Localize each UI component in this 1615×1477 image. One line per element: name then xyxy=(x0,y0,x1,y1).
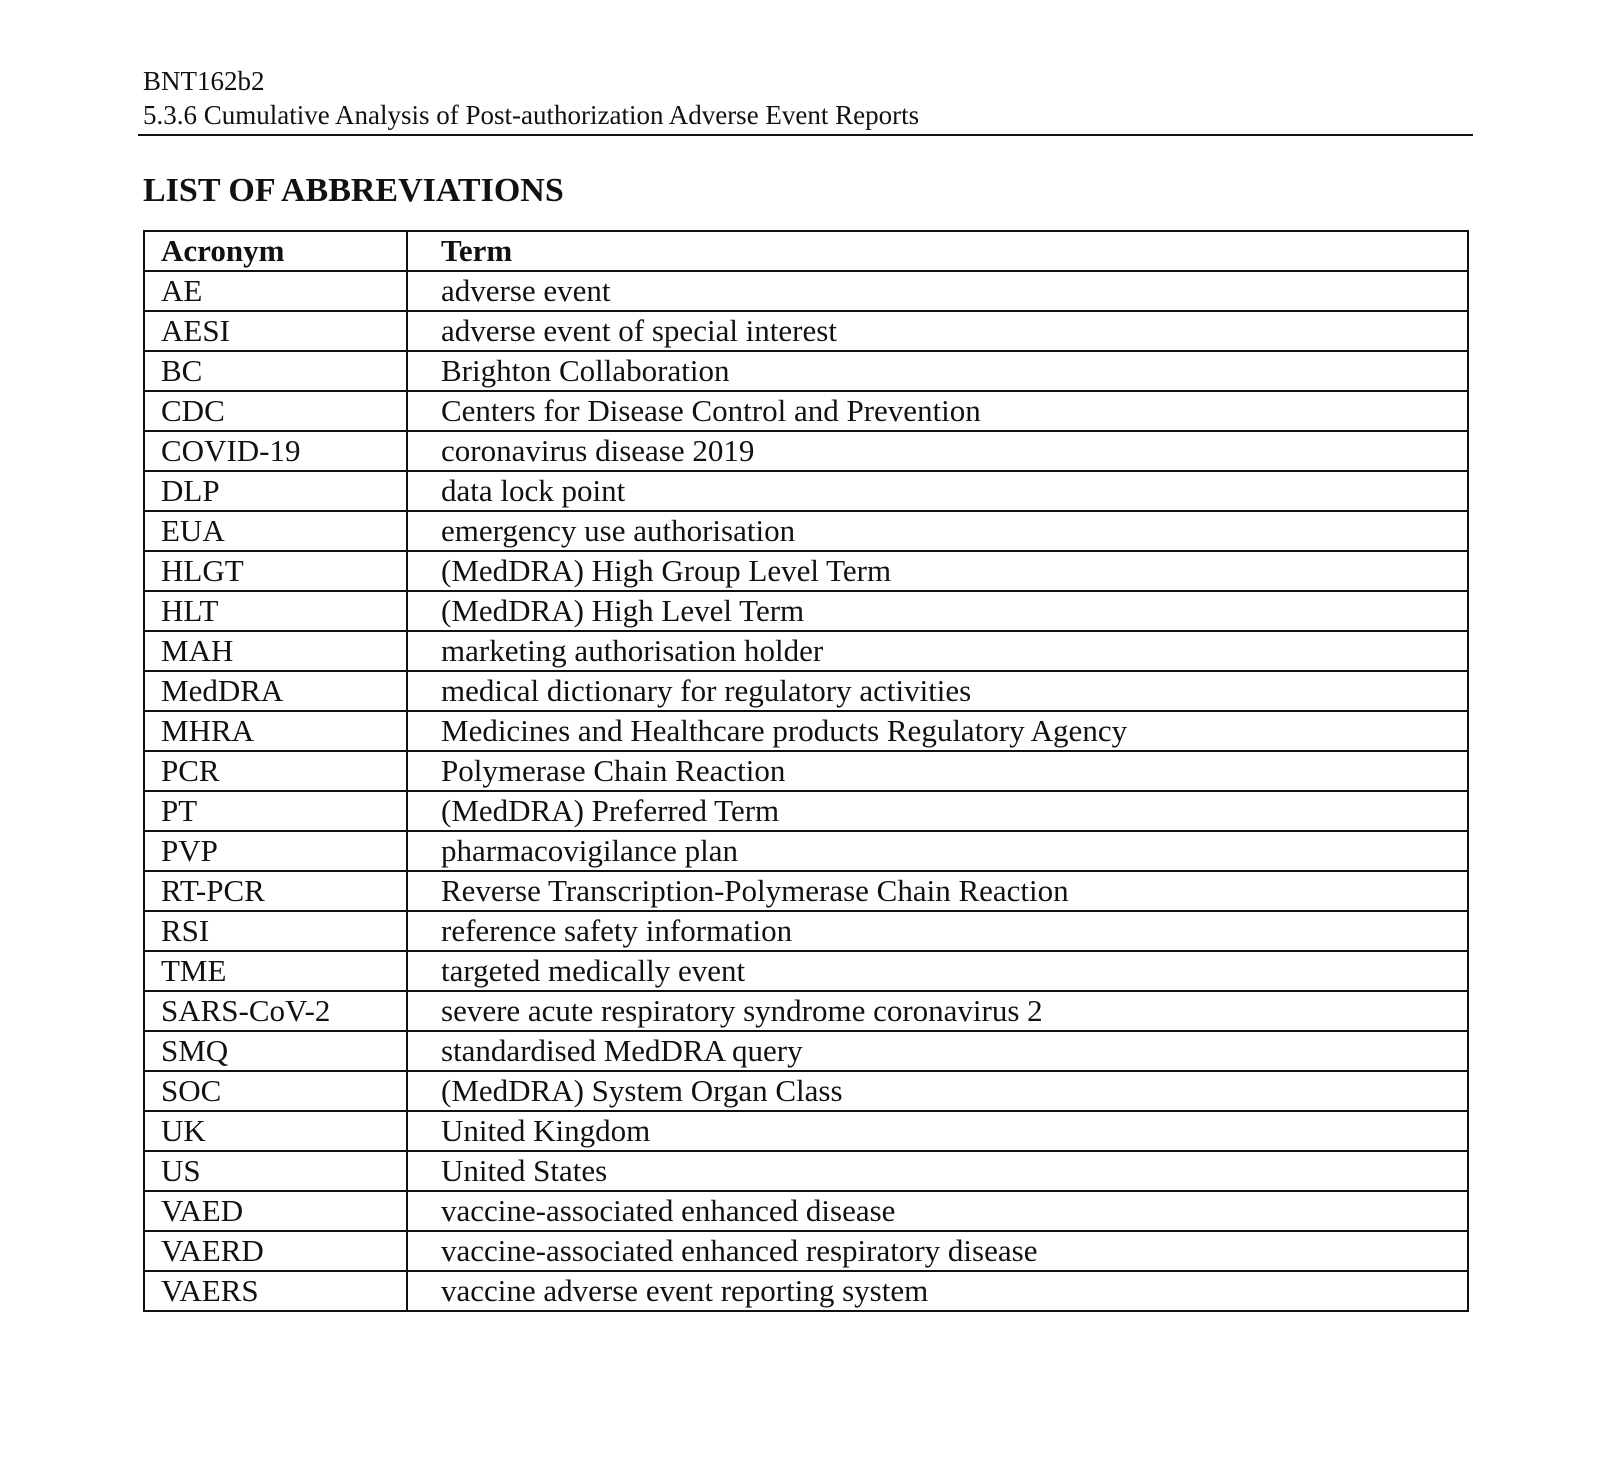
cell-term: Polymerase Chain Reaction xyxy=(407,751,1468,791)
cell-term: marketing authorisation holder xyxy=(407,631,1468,671)
table-row xyxy=(144,271,1468,311)
table-row xyxy=(144,711,1468,751)
table-row xyxy=(144,1231,1468,1271)
cell-term: emergency use authorisation xyxy=(407,511,1468,551)
table-row xyxy=(144,351,1468,391)
table-row xyxy=(144,591,1468,631)
cell-acronym: VAED xyxy=(144,1191,407,1231)
table-row xyxy=(144,791,1468,831)
cell-term: adverse event xyxy=(407,271,1468,311)
column-header-acronym: Acronym xyxy=(144,231,407,271)
cell-acronym: RT-PCR xyxy=(144,871,407,911)
table-row xyxy=(144,431,1468,471)
table-row xyxy=(144,911,1468,951)
column-header-term: Term xyxy=(407,231,1468,271)
cell-acronym: SOC xyxy=(144,1071,407,1111)
cell-acronym: MAH xyxy=(144,631,407,671)
table-row xyxy=(144,471,1468,511)
cell-acronym: HLGT xyxy=(144,551,407,591)
cell-acronym: RSI xyxy=(144,911,407,951)
cell-acronym: SARS-CoV-2 xyxy=(144,991,407,1031)
table-row xyxy=(144,1271,1468,1311)
header-product: BNT162b2 xyxy=(143,66,265,96)
table-row xyxy=(144,391,1468,431)
cell-acronym: MHRA xyxy=(144,711,407,751)
cell-term: (MedDRA) Preferred Term xyxy=(407,791,1468,831)
cell-term: data lock point xyxy=(407,471,1468,511)
table-row xyxy=(144,831,1468,871)
abbreviations-table xyxy=(143,230,1469,1312)
cell-acronym: EUA xyxy=(144,511,407,551)
cell-acronym: PT xyxy=(144,791,407,831)
cell-term: standardised MedDRA query xyxy=(407,1031,1468,1071)
cell-acronym: HLT xyxy=(144,591,407,631)
cell-term: Centers for Disease Control and Prevention xyxy=(407,391,1468,431)
cell-acronym: CDC xyxy=(144,391,407,431)
cell-acronym: PCR xyxy=(144,751,407,791)
cell-term: vaccine-associated enhanced disease xyxy=(407,1191,1468,1231)
table-row xyxy=(144,551,1468,591)
page-title: LIST OF ABBREVIATIONS xyxy=(143,172,564,209)
cell-acronym: VAERD xyxy=(144,1231,407,1271)
cell-acronym: AE xyxy=(144,271,407,311)
table-row xyxy=(144,311,1468,351)
table-row xyxy=(144,1071,1468,1111)
cell-term: United States xyxy=(407,1151,1468,1191)
table-row xyxy=(144,1031,1468,1071)
cell-acronym: TME xyxy=(144,951,407,991)
cell-term: Brighton Collaboration xyxy=(407,351,1468,391)
table-row xyxy=(144,631,1468,671)
cell-acronym: SMQ xyxy=(144,1031,407,1071)
cell-term: targeted medically event xyxy=(407,951,1468,991)
header-divider xyxy=(138,134,1473,136)
cell-acronym: US xyxy=(144,1151,407,1191)
cell-term: (MedDRA) System Organ Class xyxy=(407,1071,1468,1111)
cell-acronym: MedDRA xyxy=(144,671,407,711)
table-header-row xyxy=(144,231,1468,271)
cell-acronym: AESI xyxy=(144,311,407,351)
cell-term: United Kingdom xyxy=(407,1111,1468,1151)
cell-term: (MedDRA) High Group Level Term xyxy=(407,551,1468,591)
header-section: 5.3.6 Cumulative Analysis of Post-authorization Adverse Event Reports xyxy=(143,100,920,130)
cell-term: medical dictionary for regulatory activities xyxy=(407,671,1468,711)
table-row xyxy=(144,1191,1468,1231)
cell-term: pharmacovigilance plan xyxy=(407,831,1468,871)
cell-term: vaccine-associated enhanced respiratory disease xyxy=(407,1231,1468,1271)
cell-term: Reverse Transcription-Polymerase Chain Reaction xyxy=(407,871,1468,911)
cell-acronym: COVID-19 xyxy=(144,431,407,471)
table-row xyxy=(144,1151,1468,1191)
table-row xyxy=(144,951,1468,991)
cell-term: severe acute respiratory syndrome coronavirus 2 xyxy=(407,991,1468,1031)
table-row xyxy=(144,1111,1468,1151)
cell-acronym: UK xyxy=(144,1111,407,1151)
cell-term: Medicines and Healthcare products Regulatory Agency xyxy=(407,711,1468,751)
cell-term: vaccine adverse event reporting system xyxy=(407,1271,1468,1311)
table-row xyxy=(144,991,1468,1031)
table-row xyxy=(144,751,1468,791)
cell-acronym: DLP xyxy=(144,471,407,511)
cell-term: reference safety information xyxy=(407,911,1468,951)
table-row xyxy=(144,511,1468,551)
cell-term: (MedDRA) High Level Term xyxy=(407,591,1468,631)
table-row xyxy=(144,671,1468,711)
cell-term: adverse event of special interest xyxy=(407,311,1468,351)
cell-acronym: BC xyxy=(144,351,407,391)
table-row xyxy=(144,871,1468,911)
cell-term: coronavirus disease 2019 xyxy=(407,431,1468,471)
cell-acronym: VAERS xyxy=(144,1271,407,1311)
cell-acronym: PVP xyxy=(144,831,407,871)
